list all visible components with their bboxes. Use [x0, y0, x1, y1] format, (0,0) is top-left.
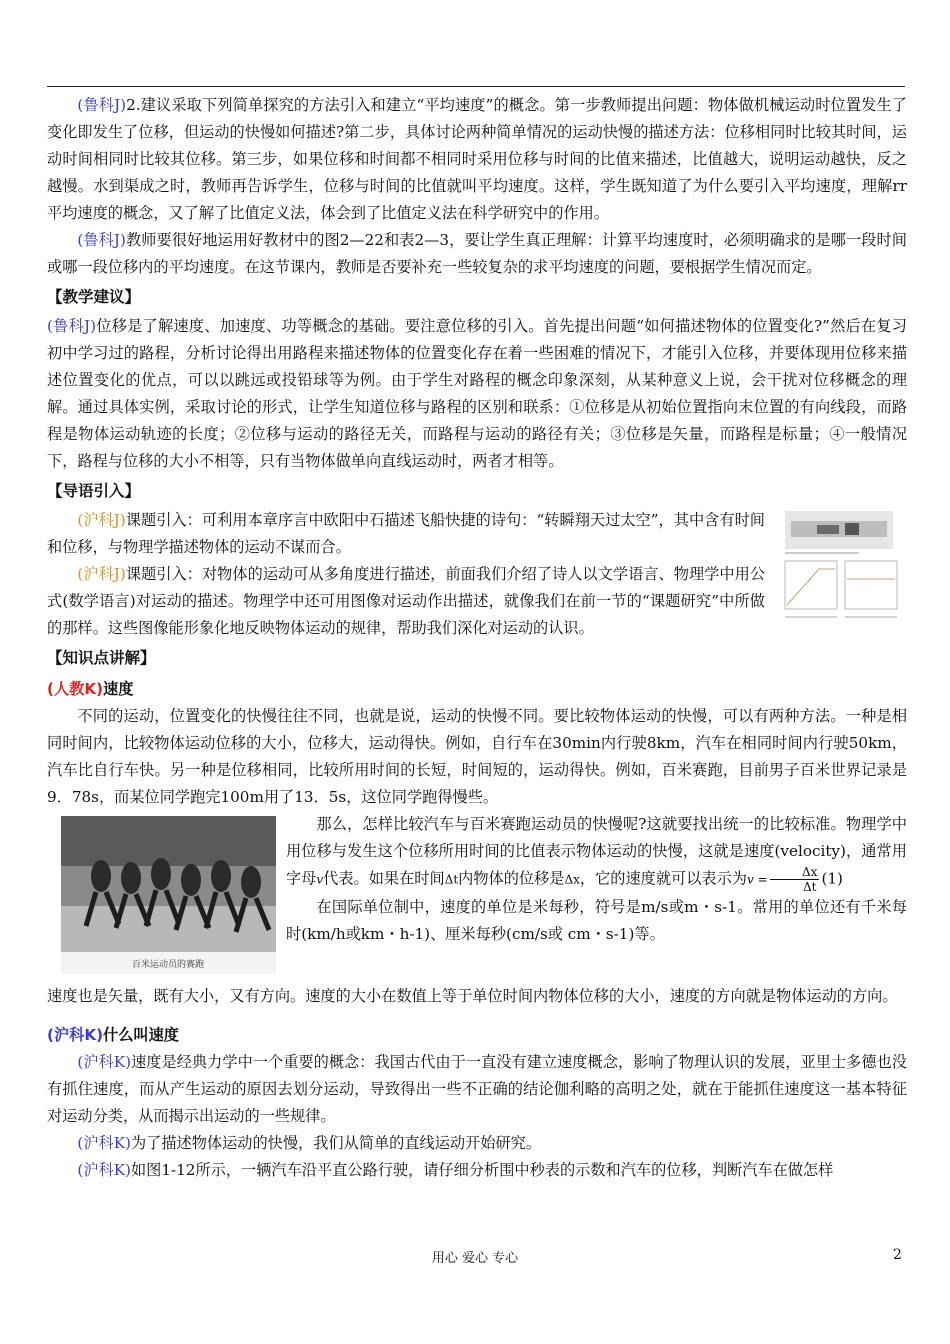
paragraph: 不同的运动，位置变化的快慢往往不同，也就是说，运动的快慢不同。要比较物体运动的快慢，可以有两种方法。一种是相同时间内，比较物体运动位移的大小，位移大，运动得快。例如，自行车在30min内行驶8km，汽车在相同时间内行驶50km，汽车比自行车快。另一种是位移相同，比较所用时间的长短，时间短的，运动得快。例如，百米赛跑，目前男子百米世界记录是9．78s，而某位同学跑完100m用了13．5s，这位同学跑得慢些。: [47, 707, 907, 806]
source-tag: (沪科K): [77, 1053, 132, 1071]
paragraph: [47, 92, 907, 227]
textbook-figure-image: [779, 507, 907, 635]
subheading-text: 速度: [103, 680, 134, 698]
formula-fraction: [770, 865, 820, 894]
paragraph-text: 内物体的位移是: [458, 869, 565, 888]
paragraph-text: ，它的速度就可以表示为: [579, 869, 747, 888]
source-tag: (沪科K): [77, 1134, 131, 1152]
paragraph-text: 为了描述物体运动的快慢，我们从简单的直线运动开始研究。: [130, 1134, 542, 1152]
document-body: [47, 92, 907, 1184]
paragraph: 在国际单位制中，速度的单位是米每秒，符号是m/s或m・s-1。常用的单位还有千米每时(km/h或km・h-1)、厘米每秒(cm/s或 cm・s-1)等。: [286, 898, 907, 943]
subheading-text: 什么叫速度: [103, 1026, 179, 1044]
source-tag: (鲁科J): [47, 317, 97, 335]
symbol-v: v: [316, 872, 324, 887]
formula-denominator: Δt: [802, 880, 817, 894]
paragraph-text: 代表。如果在时间: [323, 869, 445, 888]
footer-motto: 用心 爱心 专心: [431, 1251, 519, 1266]
formula-lhs: v =: [746, 872, 768, 887]
paragraph-text: 教师要很好地运用好教材中的图2—22和表2—3，要让学生真正理解：计算平均速度时，必须明确求的是哪一段时间或哪一段位移内的平均速度。在这节课内，教师是否要补充一些较复杂的求平均速度的问题，要根据学生情况而定。: [47, 231, 907, 276]
source-tag: (鲁科J): [77, 96, 127, 114]
paragraph-text: 那么，怎样比较汽车与百米赛跑运动员的快慢呢?这就要找出统一的比较标准。物理学中用位移与发生这个位移所用时间的比值表示物体运动的快慢，这就是速度(velocity)，通常用字母: [286, 815, 907, 888]
paragraph: [47, 561, 907, 642]
paragraph: [47, 507, 907, 561]
paragraph: [47, 1049, 907, 1130]
symbol-dt: Δt: [444, 872, 459, 887]
symbol-dx: Δx: [564, 872, 580, 887]
paragraph-text: 课题引入：对物体的运动可从多角度进行描述，前面我们介绍了诗人以文学语言、物理学中用公式(数学语言)对运动的描述。物理学中还可用图像对运动作出描述，就像我们在前一节的“课题研究”中所做的那样。这些图像能形象化地反映物体运动的规律，帮助我们深化对运动的认识。: [47, 565, 765, 637]
paragraph: 速度也是矢量，既有大小，又有方向。速度的大小在数值上等于单位时间内物体位移的大小，速度的方向就是物体运动的方向。: [47, 987, 898, 1005]
source-tag: (鲁科J): [77, 231, 126, 249]
page-number: 2: [893, 1247, 902, 1263]
speed-photo-block: [47, 811, 907, 970]
paragraph: [47, 313, 907, 475]
paragraph-text: 速度是经典力学中一个重要的概念：我国古代由于一直没有建立速度概念，影响了物理认识的发展，亚里士多德也没有抓住速度，而从产生运动的原因去划分运动，导致得出一些不正确的结论伽利略的高明之处，就在于能抓住速度这一基本特征对运动分类，从而揭示出运动的一些规律。: [47, 1053, 907, 1125]
paragraph: [47, 1157, 907, 1184]
sprinters-photo: [61, 816, 276, 974]
section-heading-intro: 【导语引入】: [47, 482, 141, 500]
source-tag: (沪科K): [47, 1026, 104, 1044]
formula-index: (1): [821, 869, 843, 888]
intro-block: [47, 507, 907, 642]
source-tag: (沪科K): [77, 1161, 131, 1179]
section-heading-teaching: 【教学建议】: [47, 288, 141, 306]
photo-caption: 百米运动员的赛跑: [131, 960, 205, 970]
source-tag: (沪科J): [77, 511, 126, 529]
paragraph-text: 课题引入：可利用本章序言中欧阳中石描述飞船快捷的诗句：“转瞬翔天过太空”，其中含有时间和位移，与物理学描述物体的运动不谋而合。: [47, 511, 765, 556]
subheading-what-speed: [47, 1022, 907, 1049]
header-rule: [47, 86, 905, 87]
source-tag: (人教K): [47, 680, 104, 698]
formula-numerator: Δx: [770, 865, 820, 880]
paragraph: [47, 1130, 907, 1157]
subheading-speed: [47, 676, 907, 703]
paragraph-text: 2.建议采取下列简单探究的方法引入和建立“平均速度”的概念。第一步教师提出问题：物体做机械运动时位置发生了变化即发生了位移，但运动的快慢如何描述?第二步，具体讨论两种简单情况的运动快慢的描述方法：位移相同时比较其时间，运动时间相同时比较其位移。第三步，如果位移和时间都不相同时采用位移与时间的比值来描述，比值越大，说明运动越快，反之越慢。水到渠成之时，教师再告诉学生，位移与时间的比值就叫平均速度。这样，学生既知道了为什么要引入平均速度，理解rr平均速度的概念，又了解了比值定义法，体会到了比值定义法在科学研究中的作用。: [47, 96, 907, 222]
source-tag: (沪科J): [77, 565, 126, 583]
paragraph: [47, 227, 907, 281]
paragraph-text: 如图1-12所示，一辆汽车沿平直公路行驶，请仔细分析围中秒表的示数和汽车的位移，判断汽车在做怎样: [130, 1161, 834, 1179]
section-heading-knowledge: 【知识点讲解】: [47, 649, 156, 667]
paragraph-text: 位移是了解速度、加速度、功等概念的基础。要注意位移的引入。首先提出问题“如何描述物体的位置变化?”然后在复习初中学习过的路程，分析讨论得出用路程来描述物体的位置变化存在着一些困难的情况下，才能引入位移，并要体现用位移来描述位置变化的优点，可以以跳远或投铅球等为例。由于学生对路程的概念印象深刻，从某种意义上说，会干扰对位移概念的理解。通过具体实例，采取讨论的形式，让学生知道位移与路程的区别和联系：①位移是从初始位置指向末位置的有向线段，而路程是物体运动轨迹的长度；②位移与运动的路径无关，而路程与运动的路径有关；③位移是矢量，而路程是标量；④一般情况下，路程与位移的大小不相等，只有当物体做单向直线运动时，两者才相等。: [47, 317, 907, 470]
